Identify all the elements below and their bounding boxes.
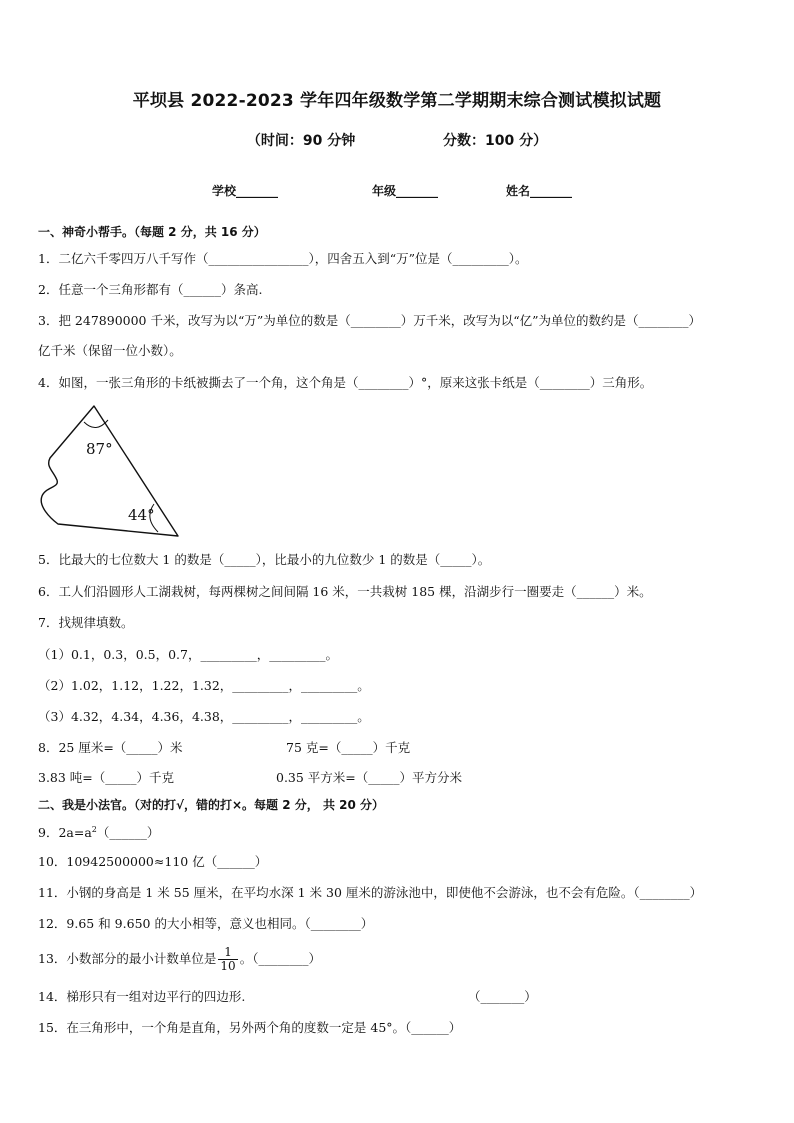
- page-title: 平坝县 2022-2023 学年四年级数学第二学期期末综合测试模拟试题: [132, 91, 662, 111]
- question-7-1: （1）0.1，0.3，0.5，0.7，_________，_________。: [38, 647, 338, 662]
- question-14-blank: （_______）: [468, 989, 537, 1004]
- question-15: 15．在三角形中，一个角是直角，另外两个角的度数一定是 45°。（______）: [38, 1020, 462, 1035]
- question-3-line-2: 亿千米（保留一位小数）。: [38, 343, 182, 358]
- question-12: 12．9.65 和 9.650 的大小相等，意义也相同。（________）: [38, 916, 374, 931]
- question-9-text: 9．2a=a: [38, 825, 92, 841]
- angle-label-top: 87°: [86, 440, 113, 458]
- school-field[interactable]: 学校_______: [212, 184, 279, 198]
- torn-triangle-figure: [36, 400, 186, 540]
- question-8-d: 0.35 平方米=（_____）平方分米: [276, 770, 463, 785]
- question-3-line-1: 3．把 247890000 千米，改写为以“万”为单位的数是（________）万千米，改写为以“亿”为单位的数约是（________）: [38, 313, 702, 328]
- name-field[interactable]: 姓名_______: [506, 184, 573, 198]
- question-8-a: 8．25 厘米=（_____）米: [38, 740, 183, 755]
- question-13-blank: 。（________）: [239, 951, 321, 966]
- fraction-one-tenth: [218, 946, 237, 973]
- question-2: 2．任意一个三角形都有（______）条高.: [38, 282, 263, 297]
- question-7: 7．找规律填数。: [38, 615, 134, 630]
- question-5: 5．比最大的七位数大 1 的数是（_____），比最小的九位数少 1 的数是（_____）。: [38, 552, 491, 567]
- grade-field[interactable]: 年级_______: [372, 184, 439, 198]
- section-2-heading: 二、我是小法官。（对的打√，错的打×。每题 2 分， 共 20 分）: [38, 798, 384, 812]
- question-14: 14．梯形只有一组对边平行的四边形.: [38, 989, 246, 1004]
- question-8-b: 75 克=（_____）千克: [286, 740, 411, 755]
- fraction-denominator: 10: [220, 959, 236, 973]
- question-9: [38, 822, 159, 841]
- question-9-blank: （______）: [96, 825, 160, 841]
- question-7-2: （2）1.02，1.12，1.22，1.32，_________，_________。: [38, 678, 370, 693]
- question-10: 10．10942500000≈110 亿（______）: [38, 854, 268, 869]
- question-13-text: 13．小数部分的最小计数单位是: [38, 951, 217, 966]
- section-1-heading: 一、神奇小帮手。（每题 2 分，共 16 分）: [38, 225, 266, 239]
- question-8-c: 3.83 吨=（_____）千克: [38, 770, 175, 785]
- question-6: 6．工人们沿圆形人工湖栽树，每两棵树之间间隔 16 米，一共栽树 185 棵，沿湖步行一圈要走（______）米。: [38, 584, 652, 599]
- question-9-exponent: 2: [91, 825, 97, 834]
- triangle-outline: [41, 406, 178, 536]
- time-score-line: （时间：90 分钟 分数：100 分）: [246, 133, 548, 149]
- angle-label-bottom: 44°: [128, 506, 155, 524]
- question-4: 4．如图，一张三角形的卡纸被撕去了一个角，这个角是（________）°，原来这张卡纸是（________）三角形。: [38, 375, 653, 390]
- fraction-numerator: 1: [218, 946, 237, 960]
- question-11: 11．小钢的身高是 1 米 55 厘米，在平均水深 1 米 30 厘米的游泳池中，即使他不会游泳，也不会有危险。（________）: [38, 885, 703, 900]
- question-1: 1．二亿六千零四万八千写作（________________），四舍五入到“万”位是（_________）。: [38, 251, 528, 266]
- question-7-3: （3）4.32，4.34，4.36，4.38，_________，_________。: [38, 709, 370, 724]
- question-13: [38, 944, 321, 974]
